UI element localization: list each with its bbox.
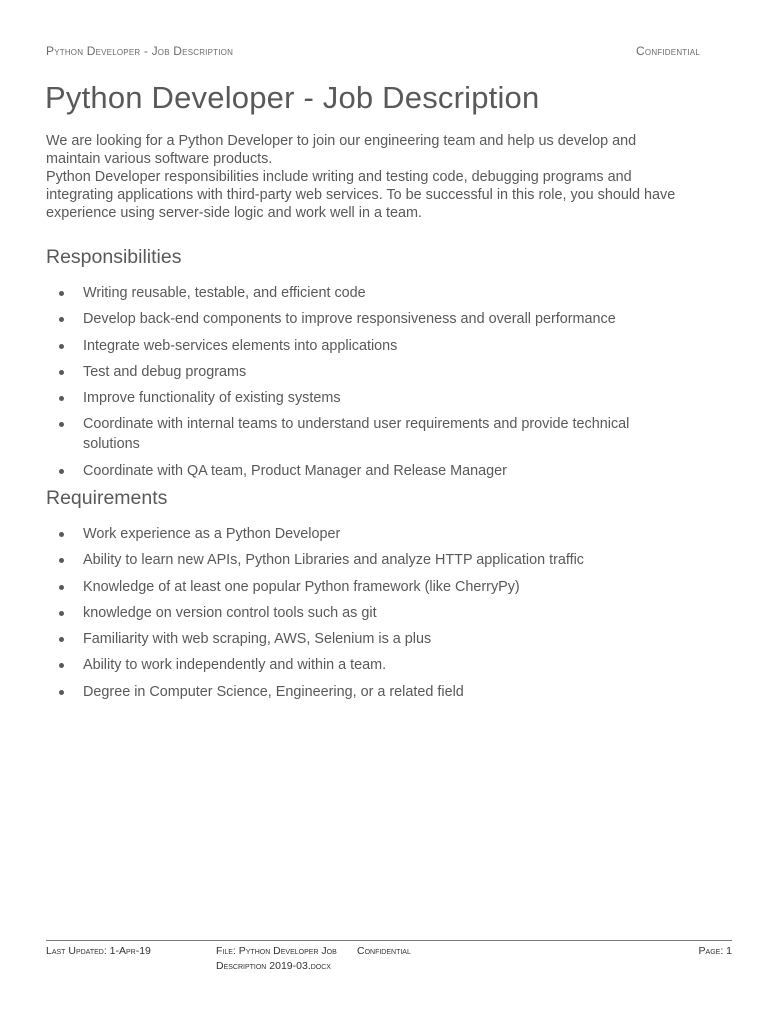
bullet-icon (59, 422, 64, 427)
list-item (58, 629, 678, 649)
list-item-text: Ability to learn new APIs, Python Libraries and analyze HTTP application traffic (83, 552, 585, 569)
responsibilities-heading: Responsibilities (46, 246, 182, 268)
list-item-text: Coordinate with internal teams to understand user requirements and provide technical solutions (83, 416, 630, 453)
list-item-text: Work experience as a Python Developer (83, 526, 341, 542)
list-item-text: knowledge on version control tools such as git (83, 604, 377, 621)
list-item-text: Improve functionality of existing systems (83, 390, 341, 407)
footer-confidential: Confidential (357, 945, 411, 957)
list-item (58, 603, 678, 623)
bullet-icon (59, 690, 64, 695)
footer-file-name (216, 944, 337, 974)
bullet-icon (59, 469, 64, 474)
list-item-text: Knowledge of at least one popular Python framework (like CherryPy) (83, 578, 520, 595)
list-item-text: Integrate web-services elements into applications (83, 337, 398, 354)
list-item-text: Ability to work independently and within a team. (83, 657, 387, 674)
list-item (58, 682, 678, 702)
footer-file-line: Description 2019-03.docx (216, 960, 331, 972)
list-item-text: Degree in Computer Science, Engineering, or a related field (83, 683, 464, 700)
list-item (58, 283, 678, 303)
list-item (58, 524, 678, 544)
header-confidential-label: Confidential (636, 44, 700, 58)
bullet-icon (59, 370, 64, 375)
list-item-text: Coordinate with QA team, Product Manager and Release Manager (83, 462, 507, 479)
bullet-icon (59, 291, 64, 296)
list-item (58, 655, 678, 675)
footer-page-number: Page: 1 (698, 945, 732, 957)
intro-paragraph: Python Developer responsibilities include writing and testing code, debugging programs and integrating applications with third-party web services. To be successful in this role, you should have experience using server-side logic and work well in a team. (46, 169, 676, 221)
bullet-icon (59, 585, 64, 590)
intro-section (46, 132, 686, 222)
intro-paragraph: We are looking for a Python Developer to join our engineering team and help us develop and maintain various software products. (46, 133, 637, 167)
list-item (58, 362, 678, 382)
bullet-icon (59, 317, 64, 322)
bullet-icon (59, 558, 64, 563)
bullet-icon (59, 396, 64, 401)
responsibilities-list (58, 283, 678, 487)
list-item (58, 388, 678, 408)
list-item (58, 336, 678, 356)
list-item-text: Test and debug programs (83, 363, 247, 380)
document-title: Python Developer - Job Description (45, 80, 540, 115)
footer-divider (46, 940, 732, 941)
footer-last-updated: Last Updated: 1-Apr-19 (46, 945, 151, 957)
list-item-text: Develop back-end components to improve responsiveness and overall performance (83, 311, 616, 328)
list-item (58, 414, 678, 454)
list-item (58, 577, 678, 597)
list-item-text: Familiarity with web scraping, AWS, Selenium is a plus (83, 631, 432, 648)
list-item (58, 550, 678, 570)
bullet-icon (59, 663, 64, 668)
list-item-text: Writing reusable, testable, and efficient code (83, 285, 366, 301)
bullet-icon (59, 637, 64, 642)
page-header (46, 44, 700, 58)
requirements-list (58, 524, 678, 708)
header-document-title: Python Developer - Job Description (46, 44, 234, 58)
requirements-heading: Requirements (46, 487, 168, 509)
list-item (58, 309, 678, 329)
footer-file-line: File: Python Developer Job (216, 945, 337, 957)
bullet-icon (59, 344, 64, 349)
list-item (58, 461, 678, 481)
bullet-icon (59, 532, 64, 537)
bullet-icon (59, 611, 64, 616)
